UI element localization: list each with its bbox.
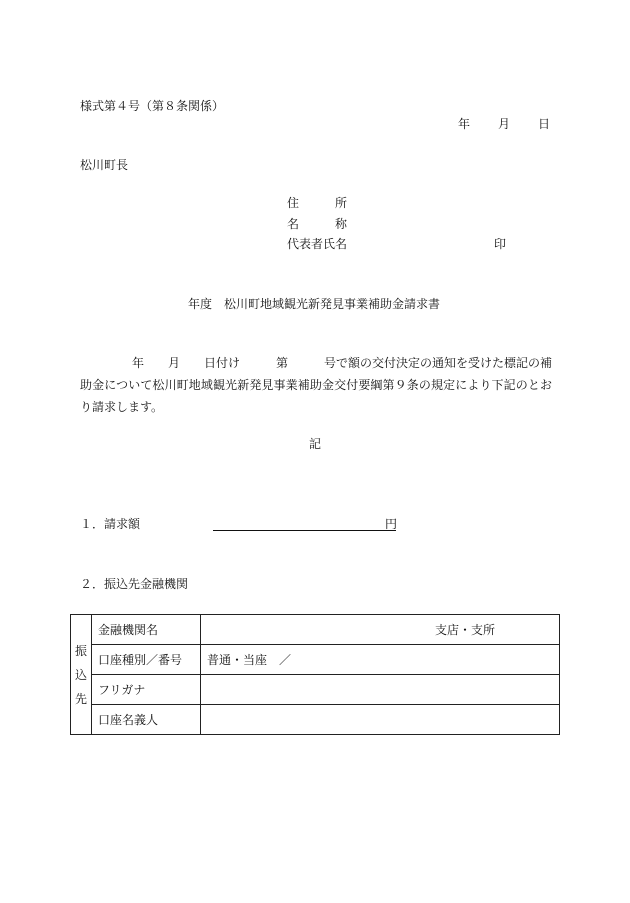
address-label-1: 住	[287, 196, 300, 210]
side-char: 先	[74, 691, 87, 706]
date-month: 月	[497, 117, 510, 131]
name-label-1: 名	[287, 217, 300, 231]
document-title: 年度 松川町地域観光新発見事業補助金請求書	[188, 297, 441, 311]
row-label: フリガナ	[92, 675, 201, 705]
table-row	[71, 705, 560, 735]
table-row	[71, 675, 560, 705]
item-2-label: ２．振込先金融機関	[80, 577, 189, 591]
side-char: 込	[74, 667, 87, 682]
account-type-cell[interactable]	[201, 645, 560, 675]
representative-label: 代表者氏名	[287, 237, 348, 251]
date-line	[458, 118, 550, 130]
address-label	[287, 197, 347, 209]
seal-mark: 印	[494, 237, 507, 251]
form-number: 様式第４号（第８条関係）	[80, 99, 225, 113]
body-text: 年 月 日付け 第 号で額の交付決定の通知を受けた標記の補助金について松川町地域観光新発見事業補助金交付要綱第９条の規定により下記のとおり請求します。	[80, 356, 553, 414]
amount-input-line	[213, 518, 396, 531]
date-year: 年	[457, 117, 470, 131]
amount-unit: 円	[385, 517, 398, 531]
item-1-label: １．請求額	[80, 517, 141, 531]
account-holder-cell[interactable]	[201, 705, 560, 735]
date-day: 日	[537, 117, 550, 131]
bank-table	[70, 614, 560, 735]
table-row	[71, 645, 560, 675]
address-label-2: 所	[334, 196, 347, 210]
side-char: 振	[74, 643, 87, 658]
row-label: 口座名義人	[92, 705, 201, 735]
name-label	[287, 218, 347, 230]
side-label	[71, 615, 92, 735]
addressee: 松川町長	[80, 158, 129, 172]
row-label: 口座種別／番号	[92, 645, 201, 675]
bank-name-cell[interactable]	[201, 615, 560, 645]
branch-suffix: 支店・支所	[434, 622, 495, 637]
furigana-cell[interactable]	[201, 675, 560, 705]
table-row	[71, 615, 560, 645]
cell-value: 普通・当座 ／	[207, 652, 292, 667]
name-label-2: 称	[334, 217, 347, 231]
row-label: 金融機関名	[92, 615, 201, 645]
ki-heading: 記	[309, 437, 322, 451]
